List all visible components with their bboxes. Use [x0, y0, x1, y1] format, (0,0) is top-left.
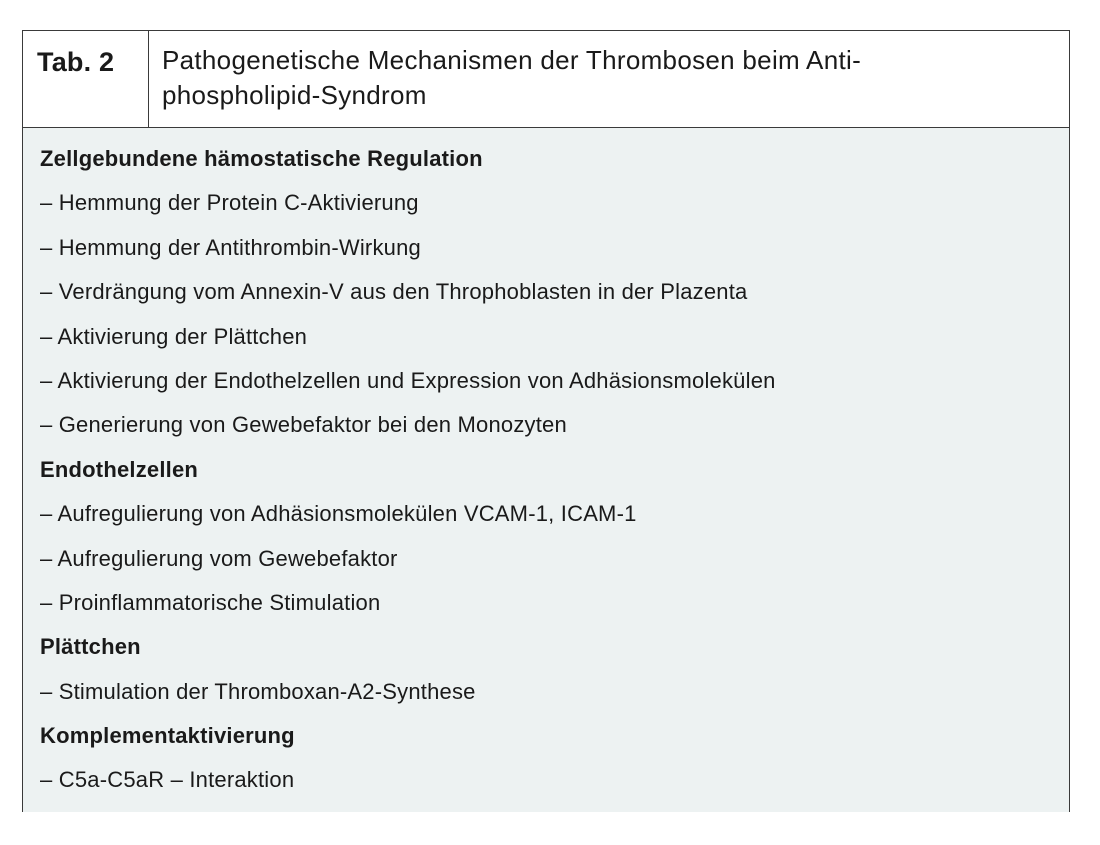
table-label: Tab. 2	[23, 31, 149, 127]
table-frame	[22, 30, 1070, 812]
table-header	[23, 31, 1069, 128]
list-item: – Aufregulierung vom Gewebefaktor	[40, 545, 398, 571]
table-title	[149, 31, 1069, 127]
list-item: – Stimulation der Thromboxan-A2-Synthese	[40, 678, 476, 704]
list-item: – Verdrängung vom Annexin-V aus den Throphoblasten in der Plazenta	[40, 279, 748, 305]
list-item: – Aktivierung der Plättchen	[40, 323, 308, 349]
section-heading: Plättchen	[40, 634, 141, 660]
table-body	[23, 128, 1069, 812]
list-item: – Generierung von Gewebefaktor bei den Monozyten	[40, 412, 567, 438]
list-item: – Aktivierung der Endothelzellen und Expression von Adhäsionsmolekülen	[40, 367, 776, 393]
list-item: – Hemmung der Antithrombin-Wirkung	[40, 234, 421, 260]
section-heading: Zellgebundene hämostatische Regulation	[40, 146, 483, 171]
table-title-line: phospholipid-Syndrom	[162, 80, 427, 110]
list-item: – Hemmung der Protein C-Aktivierung	[40, 190, 419, 216]
list-item: – Aufregulierung von Adhäsionsmolekülen VCAM-1, ICAM-1	[40, 501, 637, 527]
list-item: – C5a-C5aR – Interaktion	[40, 767, 295, 793]
table-title-line: Pathogenetische Mechanismen der Thrombosen beim Anti-	[162, 45, 862, 75]
list-item: – Proinflammatorische Stimulation	[40, 589, 381, 615]
section-heading: Komplementaktivierung	[40, 723, 295, 749]
section-heading: Endothelzellen	[40, 456, 199, 482]
